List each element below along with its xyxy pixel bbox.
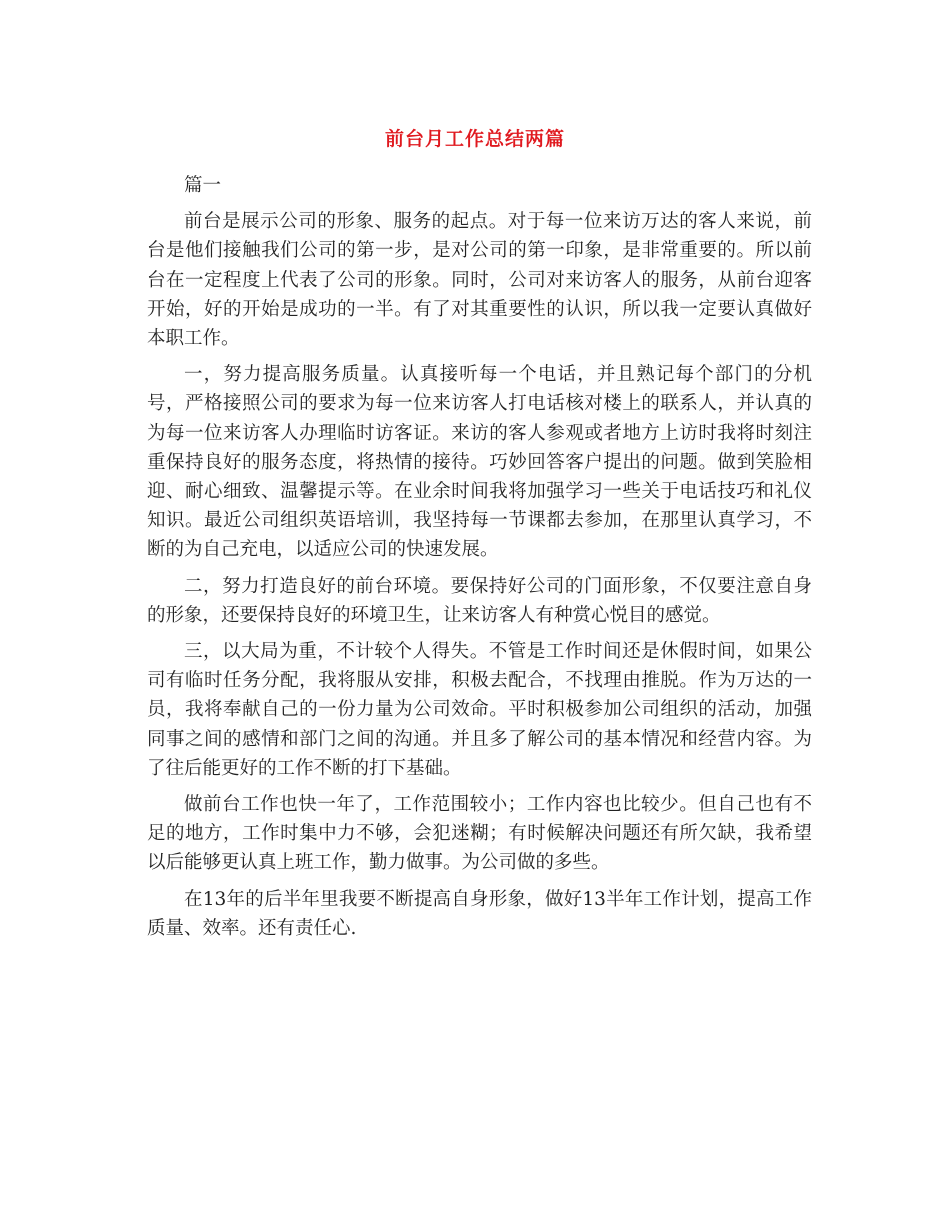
paragraph-reflection: 做前台工作也快一年了，工作范围较小；工作内容也比较少。但自己也有不足的地方，工作时集中力不够，会犯迷糊；有时候解决问题还有所欠缺，我希望以后能够更认真上班工作，勤力做事。为公司做的多些。 (147, 794, 812, 874)
paragraph-point-three: 三，以大局为重，不计较个人得失。不管是工作时间还是休假时间，如果公司有临时任务分配，我将服从安排，积极去配合，不找理由推脱。作为万达的一员，我将奉献自己的一份力量为公司效命。平时积极参加公司组织的活动，加强同事之间的感情和部门之间的沟通。并且多了解公司的基本情况和经营内容。为了往后能更好的工作不断的打下基础。 (147, 641, 812, 779)
paragraph-point-two: 二，努力打造良好的前台环境。要保持好公司的门面形象，不仅要注意自身的形象，还要保持良好的环境卫生，让来访客人有种赏心悦目的感觉。 (147, 575, 812, 626)
paragraph-intro: 前台是展示公司的形象、服务的起点。对于每一位来访万达的客人来说，前台是他们接触我们公司的第一步，是对公司的第一印象，是非常重要的。所以前台在一定程度上代表了公司的形象。同时，公司对来访客人的服务，从前台迎客开始，好的开始是成功的一半。有了对其重要性的认识，所以我一定要认真做好本职工作。 (147, 211, 812, 350)
paragraph-point-one: 一，努力提高服务质量。认真接听每一个电话，并且熟记每个部门的分机号，严格接照公司的要求为每一位来访客人打电话核对楼上的联系人，并认真的为每一位来访客人办理临时访客证。来访的客人参观或者地方上访时我将时刻注重保持良好的服务态度，将热情的接待。巧妙回答客户提出的问题。做到笑脸相迎、耐心细致、温馨提示等。在业余时间我将加强学习一些关于电话技巧和礼仪知识。最近公司组织英语培训，我坚持每一节课都去参加，在那里认真学习，不断的为自己充电，以适应公司的快速发展。 (147, 364, 812, 561)
paragraph-plan: 在13年的后半年里我要不断提高自身形象，做好13半年工作计划，提高工作质量、效率。还有责任心. (147, 888, 812, 939)
section-label: 篇一 (184, 175, 222, 196)
document-title: 前台月工作总结两篇 (384, 128, 565, 150)
document-body (147, 171, 812, 950)
